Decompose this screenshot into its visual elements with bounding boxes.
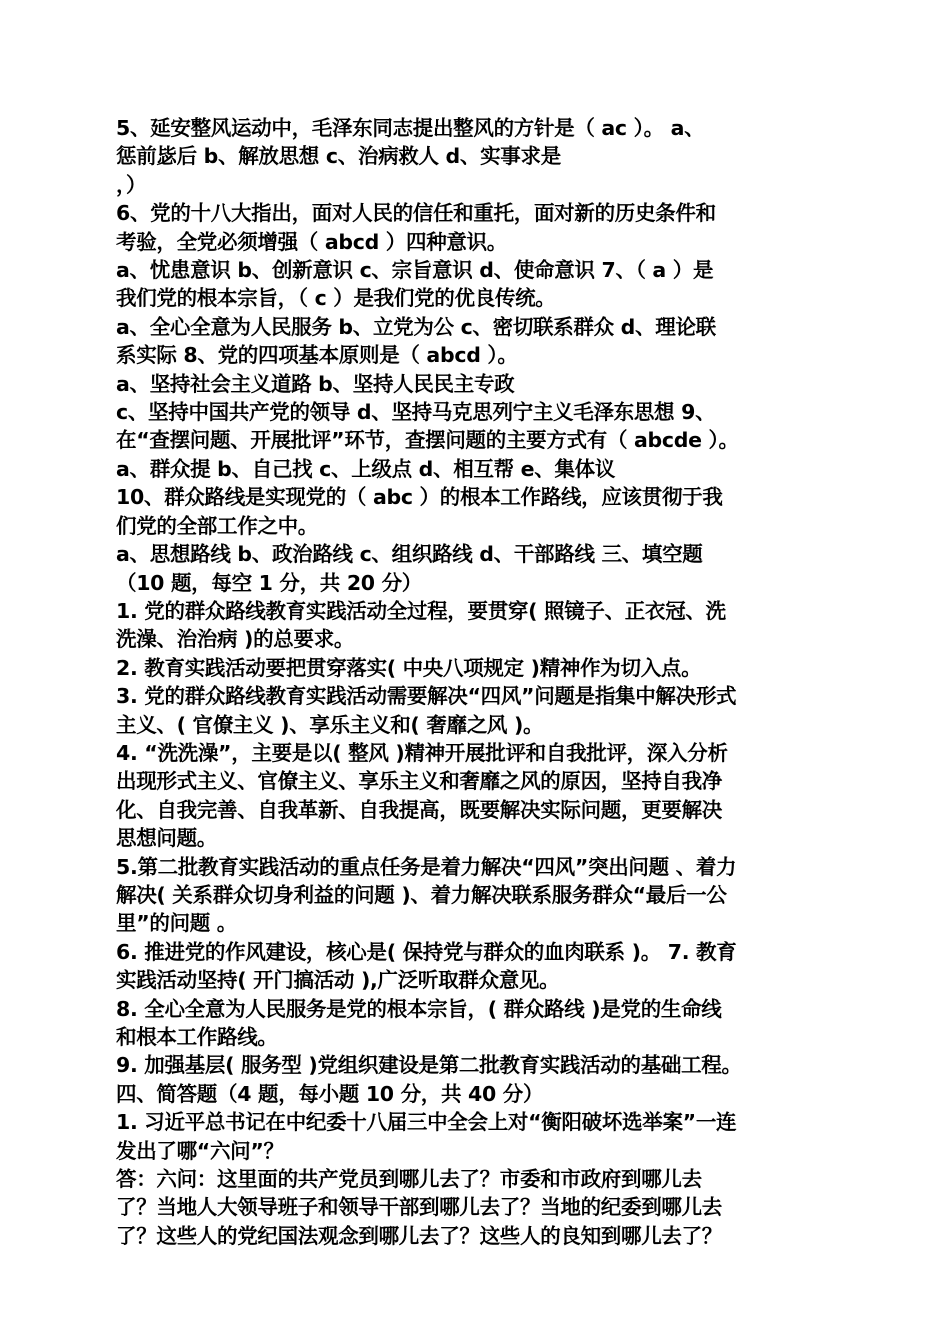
text-line: 化、自我完善、自我革新、自我提高，既要解决实际问题，更要解决 (116, 797, 722, 822)
text-line: a、全心全意为人民服务 b、立党为公 c、密切联系群众 d、理论联 (116, 314, 716, 339)
text-line: a、坚持社会主义道路 b、坚持人民民主专政 (116, 371, 515, 396)
text-line: 我们党的根本宗旨，（ c ）是我们党的优良传统。 (116, 286, 556, 311)
text-line: 里”的问题 。 (116, 911, 238, 936)
text-line: 思想问题。 (116, 826, 217, 851)
text-line: 主义、( 官僚主义 )、享乐主义和( 奢靡之风 )。 (116, 712, 544, 737)
text-line: 6. 推进党的作风建设，核心是( 保持党与群众的血肉联系 )。 7. 教育 (116, 939, 737, 964)
text-line: a、忧患意识 b、创新意识 c、宗旨意识 d、使命意识 7、（ a ）是 (116, 258, 714, 283)
text-line: 5.第二批教育实践活动的重点任务是着力解决“四风”突出问题 、着力 (116, 854, 737, 879)
text-line: a、群众提 b、自己找 c、上级点 d、相互帮 e、集体议 (116, 456, 616, 481)
text-line: 1. 习近平总书记在中纪委十八届三中全会上对“衡阳破坏选举案”一连 (116, 1110, 737, 1135)
text-line: 6、党的十八大指出，面对人民的信任和重托，面对新的历史条件和 (116, 201, 716, 226)
text-line: ，） (116, 172, 147, 197)
text-line: 实践活动坚持( 开门搞活动 ),广泛听取群众意见。 (116, 968, 560, 993)
text-line: 10、群众路线是实现党的（ abc ）的根本工作路线，应该贯彻于我 (116, 485, 723, 510)
text-line: 考验，全党必须增强（ abcd ）四种意识。 (116, 229, 508, 254)
text-line: 2. 教育实践活动要把贯穿落实( 中央八项规定 )精神作为切入点。 (116, 655, 702, 680)
text-line: 系实际 8、党的四项基本原则是（ abcd ）。 (116, 343, 518, 368)
text-line: c、坚持中国共产党的领导 d、坚持马克思列宁主义毛泽东思想 9、 (116, 400, 716, 425)
text-line: 在“查摆问题、开展批评”环节，查摆问题的主要方式有（ abcde ）。 (116, 428, 739, 453)
text-line: a、思想路线 b、政治路线 c、组织路线 d、干部路线 三、填空题 (116, 542, 703, 567)
text-line: （10 题，每空 1 分，共 20 分） (116, 570, 423, 595)
text-line: 们党的全部工作之中。 (116, 513, 318, 538)
text-line: 解决( 关系群众切身利益的问题 )、着力解决联系服务群众“最后一公 (116, 882, 727, 907)
text-line: 了？当地人大领导班子和领导干部到哪儿去了？当地的纪委到哪儿去 (116, 1195, 722, 1220)
text-line: 发出了哪“六问”？ (116, 1138, 284, 1163)
text-line: 3. 党的群众路线教育实践活动需要解决“四风”问题是指集中解决形式 (116, 684, 737, 709)
text-line: 5、延安整风运动中，毛泽东同志提出整风的方针是（ ac ）。 a、 (116, 116, 705, 140)
document-body (116, 114, 838, 1250)
text-line: 4. “洗洗澡”，主要是以( 整风 )精神开展批评和自我批评，深入分析 (116, 740, 728, 765)
text-line: 9. 加强基层( 服务型 )党组织建设是第二批教育实践活动的基础工程。 (116, 1053, 742, 1078)
text-line: 洗澡、治治病 )的总要求。 (116, 627, 355, 652)
text-line: 四、简答题（4 题，每小题 10 分，共 40 分） (116, 1081, 544, 1106)
text-line: 惩前毖后 b、解放思想 c、治病救人 d、实事求是 (116, 144, 561, 169)
text-line: 和根本工作路线。 (116, 1025, 278, 1049)
text-line: 了？这些人的党纪国法观念到哪儿去了？这些人的良知到哪儿去了？ (116, 1223, 722, 1248)
text-line: 1. 党的群众路线教育实践活动全过程，要贯穿( 照镜子、正衣冠、洗 (116, 598, 726, 623)
text-line: 出现形式主义、官僚主义、享乐主义和奢靡之风的原因，坚持自我净 (116, 769, 722, 794)
text-line: 8. 全心全意为人民服务是党的根本宗旨，( 群众路线 )是党的生命线 (116, 996, 722, 1021)
text-line: 答：六问：这里面的共产党员到哪儿去了？市委和市政府到哪儿去 (116, 1167, 702, 1192)
